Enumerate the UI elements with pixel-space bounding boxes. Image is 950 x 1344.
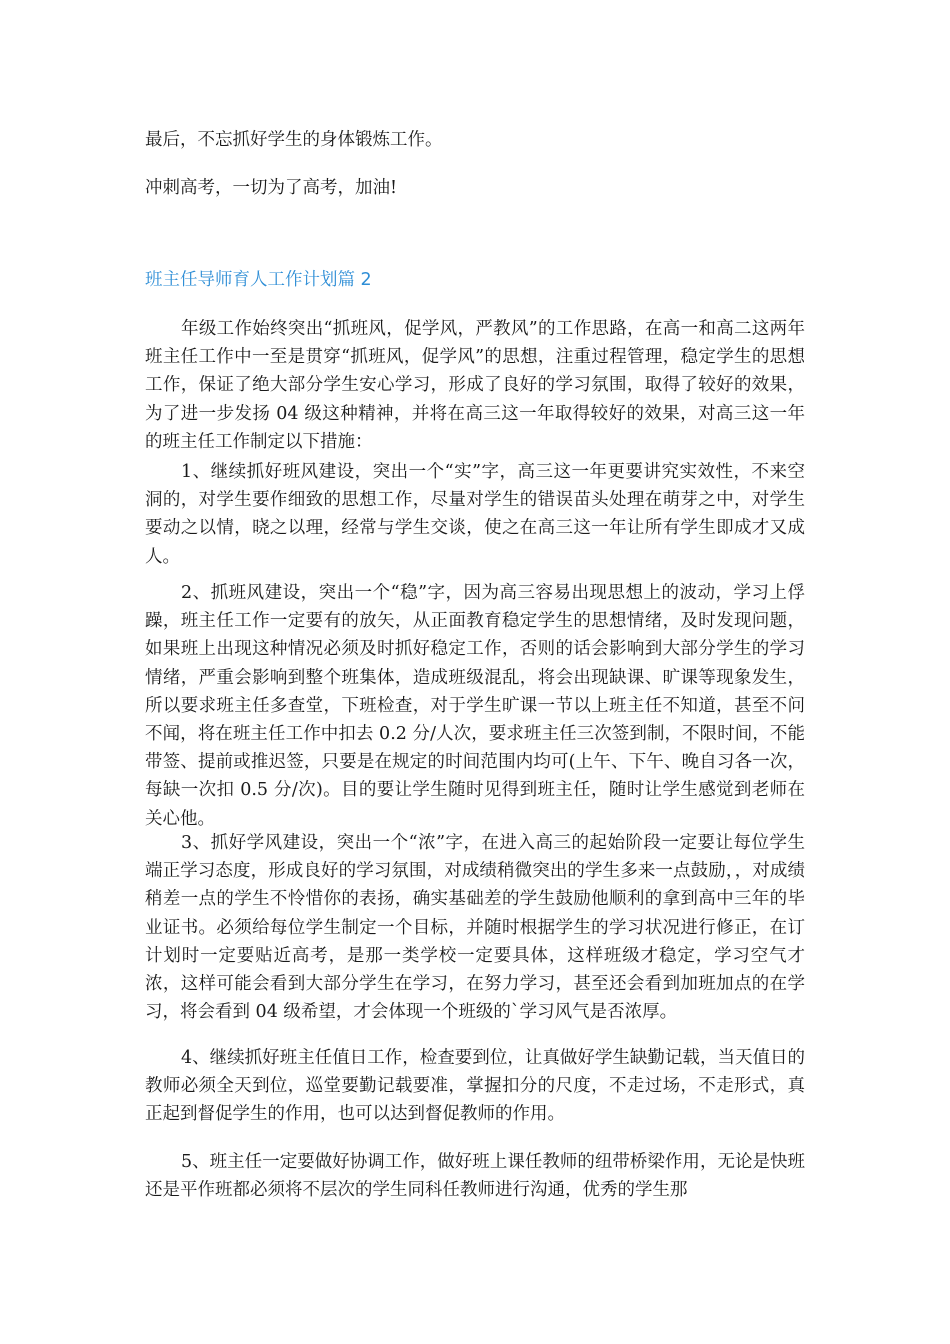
section-title: 班主任导师育人工作计划篇 2 xyxy=(145,270,372,290)
paragraph: 2、抓班风建设，突出一个“稳”字，因为高三容易出现思想上的波动，学习上俘躁，班主任工作一定要有的放矢，从正面教育稳定学生的思想情绪，及时发现问题，如果班上出现这种情况必须及时抓好稳定工作，否则的话会影响到大部分学生的学习情绪，严重会影响到整个班集体，造成班级混乱，将会出现缺课、旷课等现象发生，所以要求班主任多查堂，下班检查，对于学生旷课一节以上班主任不知道，甚至不问不闻，将在班主任工作中扣去 0.2 分/人次，要求班主任三次签到制，不限时间，不能带签、提前或推迟签，只要是在规定的时间范围内均可(上午、下午、晚自习各一次，每缺一次扣 0.5 分/次)。目的要让学生随时见得到班主任，随时让学生感觉到老师在关心他。 xyxy=(145,583,805,829)
paragraph: 年级工作始终突出“抓班风，促学风，严教风”的工作思路，在高一和高二这两年班主任工作中一至是贯穿“抓班风，促学风”的思想，注重过程管理，稳定学生的思想工作，保证了绝大部分学生安心学习，形成了良好的学习氛围，取得了较好的效果，为了进一步发扬 04 级这种精神，并将在高三这一年取得较好的效果，对高三这一年的班主任工作制定以下措施： xyxy=(145,319,805,452)
paragraph: 1、继续抓好班风建设，突出一个“实”字，高三这一年更要讲究实效性，不来空洞的，对学生要作细致的思想工作，尽量对学生的错误苗头处理在萌芽之中，对学生要动之以情，晓之以理，经常与学生交谈，使之在高三这一年让所有学生即成才又成人。 xyxy=(145,462,805,567)
paragraph: 5、班主任一定要做好协调工作，做好班上课任教师的纽带桥梁作用，无论是快班还是平作班都必须将不层次的学生同科任教师进行沟通，优秀的学生那 xyxy=(145,1152,805,1201)
paragraph: 3、抓好学风建设，突出一个“浓”字，在进入高三的起始阶段一定要让每位学生端正学习态度，形成良好的学习氛围，对成绩稍微突出的学生多来一点鼓励，，对成绩稍差一点的学生不怜惜你的表扬，确实基础差的学生鼓励他顺利的拿到高中三年的毕业证书。必须给每位学生制定一个目标，并随时根据学生的学习状况进行修正，在订计划时一定要贴近高考，是那一类学校一定要具体，这样班级才稳定，学习空气才浓，这样可能会看到大部分学生在学习，在努力学习，甚至还会看到加班加点的在学习，将会看到 04 级希望，才会体现一个班级的`学习风气是否浓厚。 xyxy=(145,833,805,1023)
paragraph: 4、继续抓好班主任值日工作，检查要到位，让真做好学生缺勤记载，当天值日的教师必须全天到位，巡堂要勤记载要准，掌握扣分的尺度，不走过场，不走形式，真正起到督促学生的作用，也可以达到督促教师的作用。 xyxy=(145,1048,805,1125)
intro-line: 冲刺高考，一切为了高考，加油! xyxy=(145,178,398,198)
intro-line: 最后，不忘抓好学生的身体锻炼工作。 xyxy=(145,130,443,150)
